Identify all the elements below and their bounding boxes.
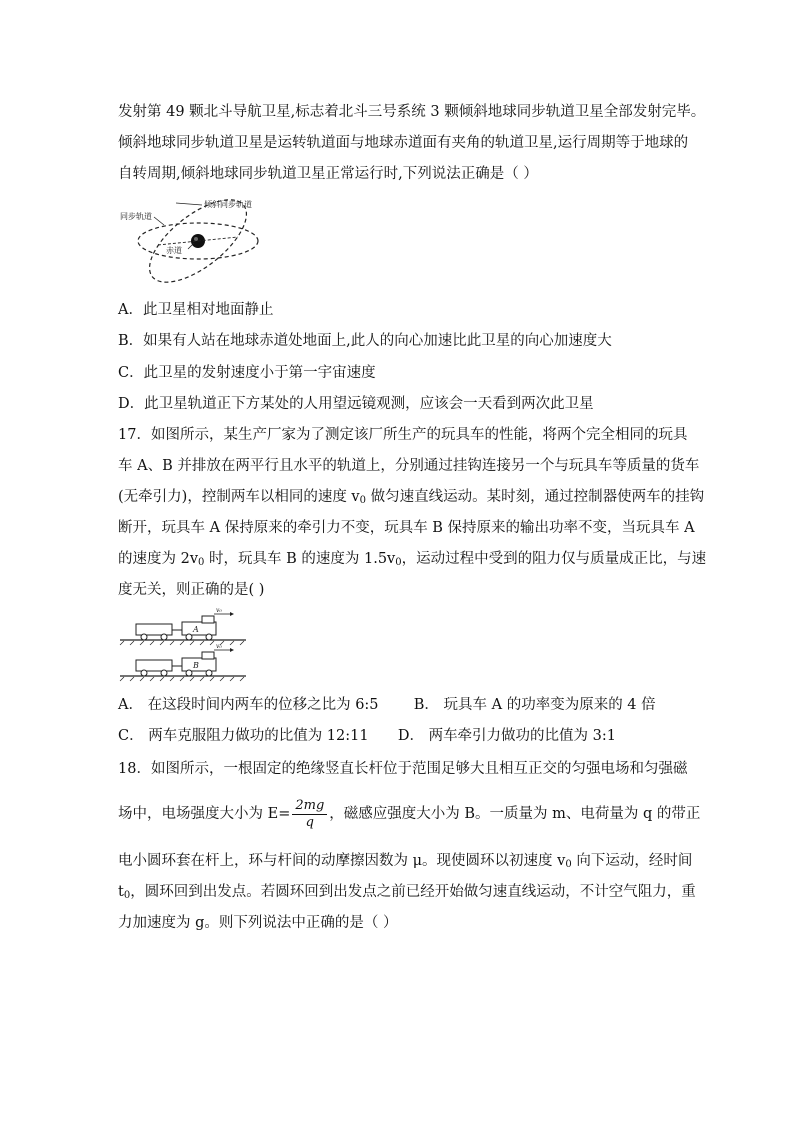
- field-fraction: $\frac{2mg}{q}$: [292, 798, 327, 831]
- track-a-group: [120, 608, 246, 645]
- q16-option-b: B．如果有人站在地球赤道处地面上,此人的向心加速比此卫星的向心加速度大: [118, 333, 612, 349]
- q16-option-d: D．此卫星轨道正下方某处的人用望远镜观测，应该会一天看到两次此卫星: [118, 396, 594, 412]
- q17-options-row-2: [118, 726, 616, 746]
- track-b-group: [120, 643, 246, 681]
- velocity-label-b: v₀: [216, 643, 222, 650]
- car-a-label: A: [193, 625, 199, 634]
- orbit-diagram: [118, 195, 260, 291]
- q16-option-c: C．此卫星的发射速度小于第一宇宙速度: [118, 365, 376, 381]
- q16-text-line-1: 发射第 49 颗北斗导航卫星,标志着北斗三号系统 3 颗倾斜地球同步轨道卫星全部发射完毕。: [118, 104, 706, 120]
- q17-text-line-6: 度无关，则正确的是( ): [118, 582, 265, 598]
- q17-text-line-3: (无牵引力)，控制两车以相同的速度 $v_0$ 做匀速直线运动。某时刻，通过控制器使两车的挂钩: [118, 489, 705, 506]
- q18-text-line-1: 18．如图所示，一根固定的绝缘竖直长杆位于范围足够大且相互正交的匀强电场和匀强磁: [118, 761, 688, 777]
- q17-option-a: A． 在这段时间内两车的位移之比为 6:5: [118, 697, 379, 713]
- sync-orbit-label: 同步轨道: [120, 212, 152, 221]
- q16-option-a: A．此卫星相对地面静止: [118, 302, 274, 318]
- q18-text-line-4: $t_0$，圆环回到出发点。若圆环回到出发点之前已经开始做匀速直线运动，不计空气阻力，重: [118, 884, 696, 901]
- equator-label: 赤道: [166, 246, 182, 255]
- q18-text-line-5: 力加速度为 g。则下列说法中正确的是（ ）: [118, 915, 398, 931]
- q17-option-c: C． 两车克服阻力做功的比值为 12:11: [118, 728, 369, 744]
- q16-text-line-2: 倾斜地球同步轨道卫星是运转轨道面与地球赤道面有夹角的轨道卫星,运行周期等于地球的: [118, 135, 689, 151]
- q18-text-line-2: 场中，电场强度大小为 E= $\frac{2mg}{q}$ ，磁感应强度大小为 B。一质量为 m、电荷量为 q 的带正: [118, 797, 701, 830]
- inclined-orbit-label: 倾斜同步轨道: [204, 200, 252, 209]
- velocity-label-a: v₀: [216, 608, 222, 614]
- q17-options-row-1: [118, 695, 656, 715]
- q17-text-line-4: 断开，玩具车 A 保持原来的牵引力不变，玩具车 B 保持原来的输出功率不变，当玩具车 A: [118, 520, 695, 536]
- q17-text-line-1: 17．如图所示，某生产厂家为了测定该厂所生产的玩具车的性能，将两个完全相同的玩具: [118, 427, 688, 443]
- car-b-label: B: [193, 661, 199, 670]
- q16-text-line-3: 自转周期,倾斜地球同步轨道卫星正常运行时,下列说法正确是（ ）: [118, 166, 538, 182]
- q18-text-line-3: 电小圆环套在杆上，环与杆间的动摩擦因数为 μ。现使圆环以初速度 $v_0$ 向下运动，经时间: [118, 853, 693, 870]
- q17-option-b: B． 玩具车 A 的功率变为原来的 4 倍: [413, 697, 656, 713]
- q17-text-line-5: 的速度为 $2v_0$ 时，玩具车 B 的速度为 $1.5v_0$，运动过程中受到的阻力仅与质量成正比，与速: [118, 551, 707, 568]
- toy-cars-diagram: [118, 608, 250, 684]
- q17-text-line-2: 车 A、B 并排放在两平行且水平的轨道上，分别通过挂钩连接另一个与玩具车等质量的货车: [118, 458, 700, 474]
- q17-option-d: D． 两车牵引力做功的比值为 3:1: [397, 728, 617, 744]
